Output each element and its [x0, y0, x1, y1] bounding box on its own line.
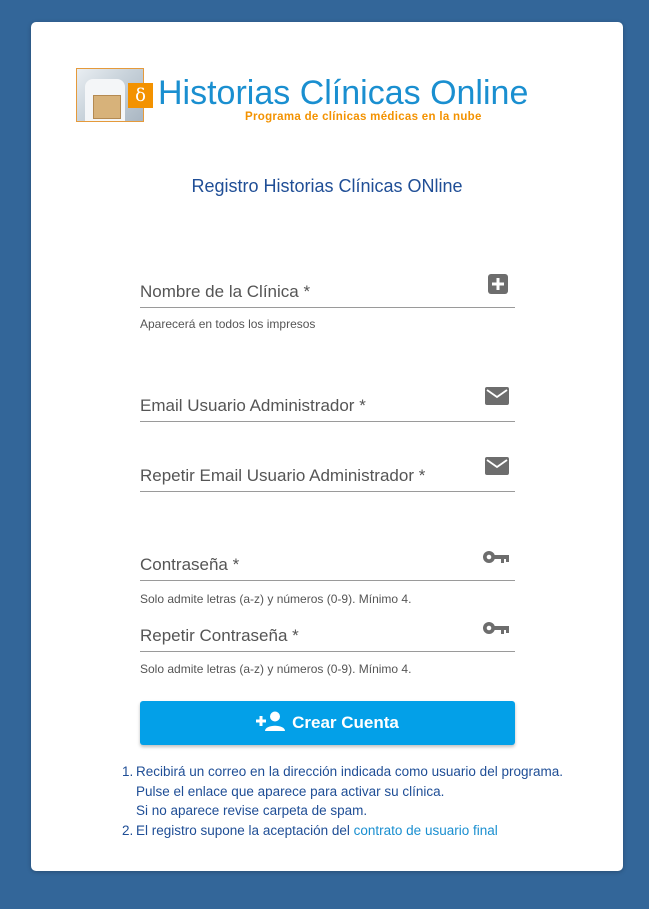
admin-email-input[interactable] — [140, 381, 515, 422]
plus-box-icon — [487, 273, 509, 300]
list-item: 1. Recibirá un correo en la dirección indicada como usuario del programa. — [122, 764, 563, 779]
create-account-label: Crear Cuenta — [292, 713, 399, 732]
delta-logo-icon: δ — [128, 83, 153, 108]
eula-link[interactable]: contrato de usuario final — [353, 822, 498, 838]
repeat-email-input[interactable] — [140, 451, 515, 492]
registration-card — [31, 22, 623, 871]
list-item: 2. El registro supone la aceptación del contrato de usuario final — [122, 822, 498, 838]
key-icon — [483, 550, 509, 569]
app-logo — [76, 68, 596, 128]
repeat-email-label: Repetir Email Usuario Administrador * — [140, 466, 426, 485]
repeat-password-input[interactable] — [140, 611, 515, 652]
clinic-name-hint: Aparecerá en todos los impresos — [140, 317, 316, 331]
password-hint: Solo admite letras (a-z) y números (0-9). Mínimo 4. — [140, 592, 412, 606]
key-icon — [483, 621, 509, 640]
logo-title: Historias Clínicas Online — [158, 74, 529, 112]
list-item: Si no aparece revise carpeta de spam. — [136, 803, 368, 818]
clinic-name-input[interactable] — [140, 267, 515, 308]
list-item: Pulse el enlace que aparece para activar su clínica. — [136, 783, 445, 799]
create-account-button[interactable] — [140, 701, 515, 745]
envelope-icon — [485, 457, 509, 480]
repeat-password-label: Repetir Contraseña * — [140, 626, 299, 645]
registration-notes — [122, 762, 606, 840]
person-add-icon — [256, 711, 292, 736]
admin-email-label: Email Usuario Administrador * — [140, 396, 366, 415]
logo-subtitle: Programa de clínicas médicas en la nube — [245, 111, 482, 123]
repeat-password-hint: Solo admite letras (a-z) y números (0-9). Mínimo 4. — [140, 662, 412, 676]
page-title: Registro Historias Clínicas ONline — [191, 176, 463, 196]
clinic-name-label: Nombre de la Clínica * — [140, 282, 311, 301]
envelope-icon — [485, 387, 509, 410]
password-input[interactable] — [140, 540, 515, 581]
password-label: Contraseña * — [140, 555, 240, 574]
